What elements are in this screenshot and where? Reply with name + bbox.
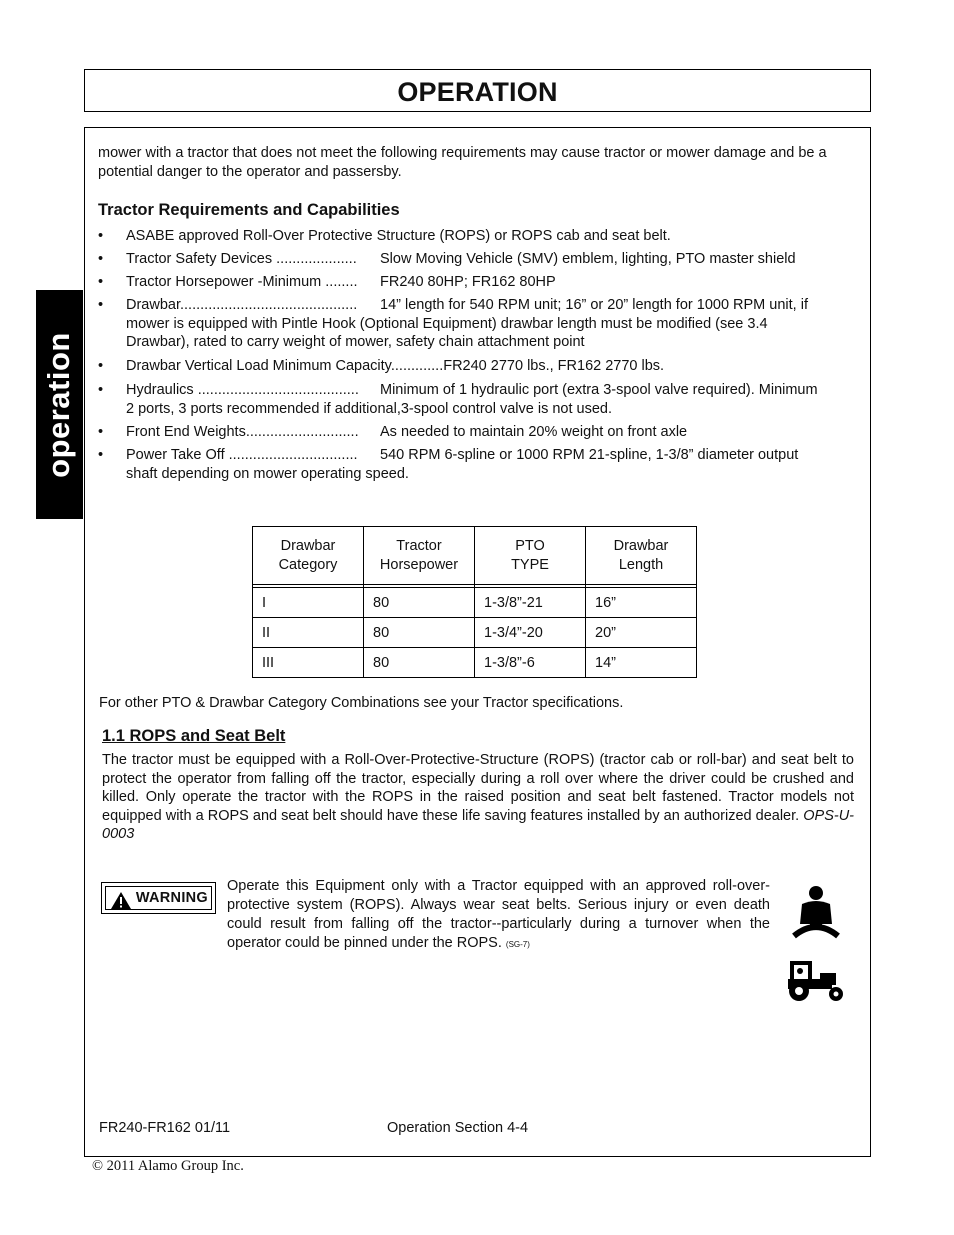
bullet-dot: •: [98, 251, 104, 267]
bullet-dot: •: [98, 274, 104, 290]
requirement-key: Drawbar............................................: [126, 297, 358, 313]
table-cell: III: [253, 648, 364, 678]
requirement-key: Hydraulics ........................................: [126, 382, 359, 398]
table-cell: 20”: [586, 618, 697, 648]
table-header-cell: Drawbar Length: [586, 527, 697, 585]
table-header-row: [253, 527, 697, 585]
rops-reference: OPS-U- 0003: [102, 807, 855, 842]
warning-text: Operate this Equipment only with a Tractor equipped with an approved roll-over-protective system (ROPS). Always wear seat belts. Serious injury or even death could result from falling off the tractor--particularly during a turnover when the operator could be pinned under the ROPS. (SG-7): [227, 878, 770, 951]
requirement-key: Tractor Horsepower -Minimum ........: [126, 274, 358, 290]
table-note: For other PTO & Drawbar Category Combinations see your Tractor specifications.: [99, 695, 624, 711]
bullet-dot: •: [98, 447, 104, 463]
bullet-dot: •: [98, 424, 104, 440]
requirement-item: [98, 357, 858, 376]
requirement-text: ASABE approved Roll-Over Protective Structure (ROPS) or ROPS cab and seat belt.: [126, 228, 671, 244]
page-header: [84, 69, 871, 112]
requirement-value: 14” length for 540 RPM unit; 16” or 20” length for 1000 RPM unit, if: [380, 297, 808, 313]
requirement-key: Power Take Off ................................: [126, 447, 358, 463]
table-cell: 1-3/8”-6: [475, 648, 586, 678]
table-cell: 80: [364, 588, 475, 618]
requirement-value: Minimum of 1 hydraulic port (extra 3-spool valve required). Minimum: [380, 382, 818, 398]
requirements-heading: Tractor Requirements and Capabilities: [98, 201, 400, 219]
rops-body: The tractor must be equipped with a Roll-Over-Protective-Structure (ROPS) (tractor cab or roll-bar) and seat belt to protect the operator from falling off the tractor, especially during a roll over where the driver could be crushed and killed. Only operate the tractor with the ROPS in the raised position and seat belt fastened. Tractor models not equipped with a ROPS and seat belt should have these life saving features installed by an authorized dealer. OPS-U- 0003: [102, 752, 855, 842]
rops-heading: 1.1 ROPS and Seat Belt: [102, 727, 286, 745]
warning-badge: [101, 882, 216, 914]
side-tab: [36, 290, 83, 519]
table-row: [253, 588, 697, 618]
requirement-value: Slow Moving Vehicle (SMV) emblem, lighting, PTO master shield: [380, 251, 796, 267]
bullet-dot: •: [98, 228, 104, 244]
bullet-dot: •: [98, 382, 104, 398]
requirement-item: [98, 273, 858, 292]
table-cell: 14”: [586, 648, 697, 678]
table-cell: II: [253, 618, 364, 648]
intro-paragraph: mower with a tractor that does not meet the following requirements may cause tractor or mower damage and be a potential danger to the operator and passersby.: [98, 145, 827, 180]
table-cell: 16”: [586, 588, 697, 618]
table-cell: 80: [364, 648, 475, 678]
table-cell: 1-3/8”-21: [475, 588, 586, 618]
table-header-cell: Drawbar Category: [253, 527, 364, 585]
table-row: [253, 618, 697, 648]
bullet-dot: •: [98, 358, 104, 374]
requirement-item: [98, 423, 858, 442]
requirement-item: [98, 296, 858, 352]
seatbelt-operator-icon: [788, 884, 844, 944]
requirement-key: Front End Weights............................: [126, 424, 359, 440]
bullet-dot: •: [98, 297, 104, 313]
tractor-rops-icon: [782, 957, 848, 1003]
table-cell: I: [253, 588, 364, 618]
side-tab-label: operation: [41, 332, 76, 478]
table-header-cell: PTO TYPE: [475, 527, 586, 585]
requirement-value: FR240 80HP; FR162 80HP: [380, 274, 556, 290]
table-header-cell: Tractor Horsepower: [364, 527, 475, 585]
table-row: [253, 648, 697, 678]
requirement-item: [98, 250, 858, 269]
requirement-value: 540 RPM 6-spline or 1000 RPM 21-spline, 1-3/8” diameter output: [380, 447, 799, 463]
requirement-continuation: 2 ports, 3 ports recommended if additional,3-spool control valve is not used.: [126, 400, 613, 417]
page-title: OPERATION: [397, 77, 558, 107]
requirement-key: Tractor Safety Devices ....................: [126, 251, 357, 267]
table-cell: 1-3/4”-20: [475, 618, 586, 648]
drawbar-table: [252, 526, 697, 678]
requirement-text: Drawbar Vertical Load Minimum Capacity.............FR240 2770 lbs., FR162 2770 lbs.: [126, 358, 665, 374]
requirement-continuation: shaft depending on mower operating speed.: [126, 465, 409, 482]
requirement-continuation: mower is equipped with Pintle Hook (Optional Equipment) drawbar length must be modified (see 3.4 Drawbar), rated to carry weight of mower, safety chain attachment point: [126, 315, 768, 350]
warning-triangle-icon: [110, 891, 132, 910]
requirement-value: As needed to maintain 20% weight on front axle: [380, 424, 688, 440]
requirement-item: [98, 227, 858, 246]
warning-label: WARNING: [105, 886, 212, 910]
footer-section: Operation Section 4-4: [387, 1120, 529, 1136]
table-cell: 80: [364, 618, 475, 648]
footer-model: FR240-FR162 01/11: [99, 1120, 231, 1136]
requirement-item: [98, 446, 858, 483]
requirement-item: [98, 381, 858, 418]
copyright: © 2011 Alamo Group Inc.: [92, 1158, 244, 1174]
warning-code: (SG-7): [505, 940, 530, 949]
